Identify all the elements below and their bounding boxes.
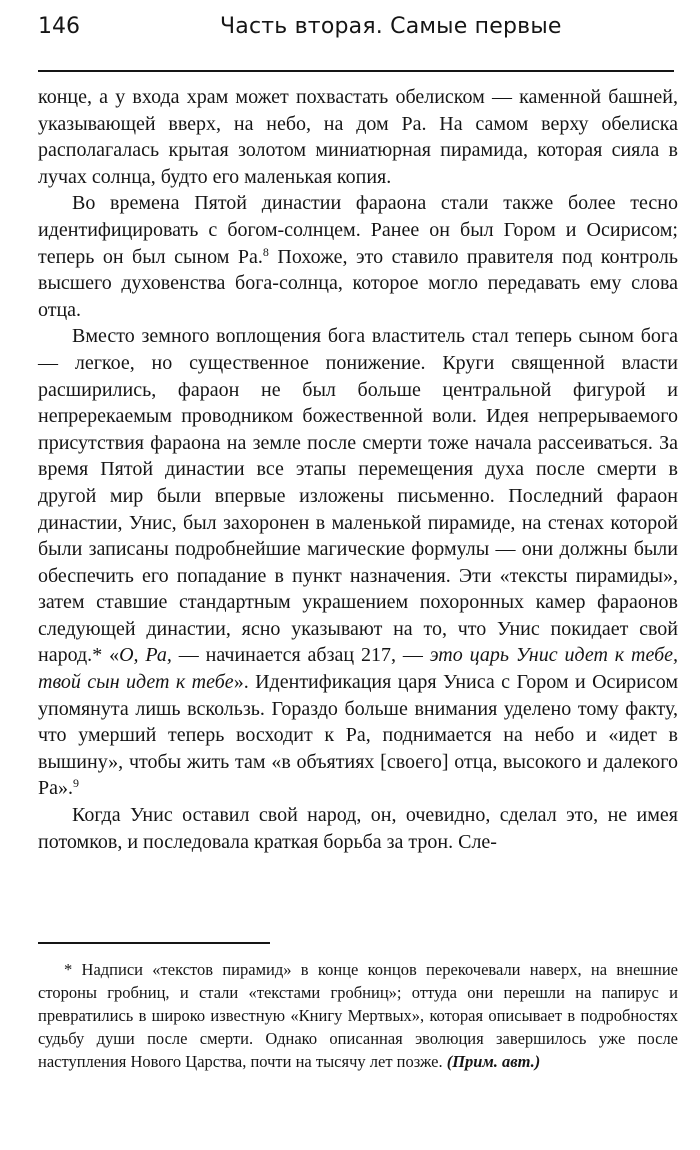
paragraph-4 bbox=[38, 802, 678, 855]
paragraph-3-text-a: Вместо земного воплощения бога властитель стал теперь сыном бога — легкое, но существенное понижение. Круги священной власти расширились, фараон не был больше центральной фигурой и непререкаемым проводником божественной воли. Идея непрерываемого присутствия фараона на земле после смерти тоже начала рассеиваться. За время Пятой династии все этапы перемещения духа после смерти в другой мир были впервые изложены письменно. Последний фараон династии, Унис, был захоронен в маленькой пирамиде, на стенах которой были записаны подробнейшие магические формулы — они должны были обеспечить его попадание в пункт назначения. Эти «тексты пирамиды», затем ставшие стандартным украшением похоронных камер фараонов следующей династии, ясно указывают на то, что Унис покидает свой народ. bbox=[38, 325, 678, 667]
paragraph-2-text-b: Похоже, это ставило правителя под контроль высшего духовенства бога-солнца, которое могло передавать ему слова отца. bbox=[38, 245, 678, 321]
footnote-paragraph bbox=[38, 958, 678, 1073]
paragraph-3 bbox=[38, 323, 678, 802]
footnote-text: * Надписи «текстов пирамид» в конце концов перекочевали наверх, на внешние стороны гробниц, и стали «текстами гробниц»; оттуда они перешли на папирус и превратились в широко известную «Книгу Мертвых», которая описывает в подробностях судьбу души после смерти. Однако описанная эволюция завершилось уже после наступления Нового Царства, почти на тысячу лет позже. bbox=[38, 960, 678, 1071]
endnote-ref-9: 9 bbox=[73, 776, 79, 791]
quote-king-unis: это царь Унис идет к тебе, твой сын идет к тебе bbox=[38, 644, 679, 694]
paragraph-2 bbox=[38, 190, 678, 323]
main-text bbox=[38, 84, 678, 855]
page-number: 146 bbox=[38, 14, 80, 39]
running-header bbox=[38, 14, 676, 54]
paragraph-3-text-c: — начинается абзац 217, — bbox=[171, 644, 430, 667]
endnote-ref-8: 8 bbox=[262, 244, 269, 259]
paragraph-1 bbox=[38, 84, 678, 190]
paragraph-1-text: конце, а у входа храм может похвастать обелиском — каменной башней, указывающей вверх, на небо, на дом Ра. На самом верху обелиска располагалась крытая золотом миниатюрная пирамида, которая сияла в лучах солнца, будто его маленькая копия. bbox=[38, 86, 678, 188]
header-rule bbox=[38, 70, 674, 72]
paragraph-2-text-a: Во времена Пятой династии фараона стали также более тесно идентифицировать с богом-солнцем. Ранее он был Гором и Осирисом; теперь он был сыном Ра. bbox=[38, 192, 678, 268]
quote-o-ra: О, Ра, bbox=[119, 644, 172, 667]
paragraph-3-text-b: « bbox=[102, 644, 120, 667]
running-title: Часть вторая. Самые первые bbox=[220, 14, 562, 39]
paragraph-3-text-d: ». Идентификация царя Униса с Гором и Осирисом упомянута лишь вскользь. Гораздо больше внимания уделено тому факту, что умерший теперь восходит к Ра, поднимается на небо и «идет в вышину», чтобы жить там «в объятиях [своего] отца, высокого и далекого Ра». bbox=[38, 671, 678, 800]
footnote bbox=[38, 958, 678, 1073]
footnote-attribution: (Прим. авт.) bbox=[446, 1052, 541, 1071]
footnote-rule bbox=[38, 942, 270, 944]
paragraph-4-text: Когда Унис оставил свой народ, он, очевидно, сделал это, не имея потомков, и последовала краткая борьба за трон. Сле- bbox=[38, 804, 678, 853]
footnote-mark: * bbox=[92, 644, 103, 667]
